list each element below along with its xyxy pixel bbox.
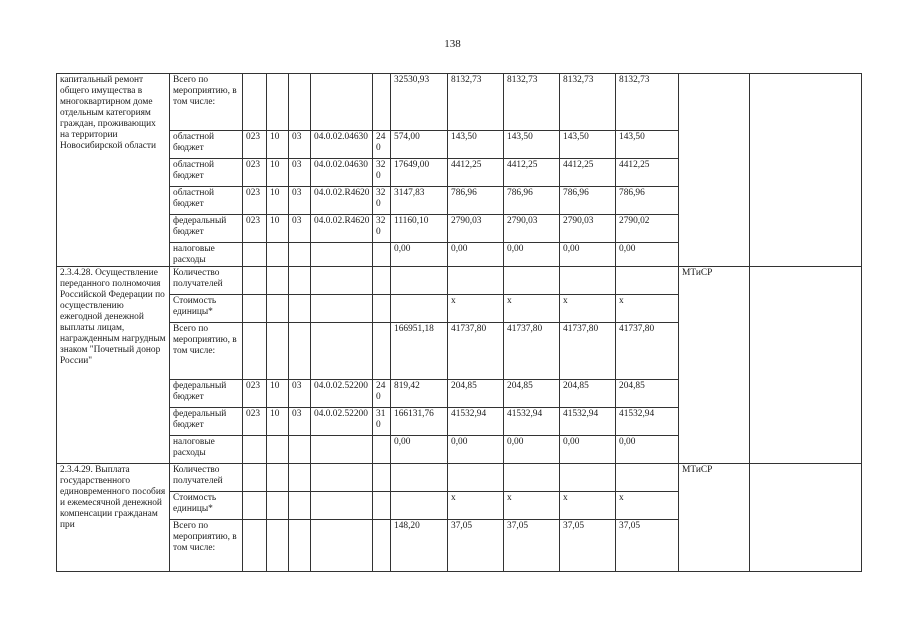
grbs-code: 023 — [243, 159, 267, 187]
year4-value: 37,05 — [616, 520, 679, 572]
csr-code — [311, 295, 373, 323]
total-value — [391, 464, 448, 492]
vr-code: 240 — [373, 131, 391, 159]
year2-value: x — [504, 492, 560, 520]
year3-value: 204,85 — [560, 380, 616, 408]
year1-value: x — [448, 492, 504, 520]
csr-code — [311, 74, 373, 131]
row-label: Всего по мероприятию, в том числе: — [170, 74, 243, 131]
table-row — [57, 464, 862, 492]
year3-value — [560, 464, 616, 492]
csr-code: 04.0.02.52200 — [311, 408, 373, 436]
year1-value: 2790,03 — [448, 215, 504, 243]
total-value: 0,00 — [391, 436, 448, 464]
vr-code — [373, 492, 391, 520]
row-label: Всего по мероприятию, в том числе: — [170, 520, 243, 572]
year4-value — [616, 267, 679, 295]
year2-value: 786,96 — [504, 187, 560, 215]
grbs-code — [243, 520, 267, 572]
year1-value — [448, 267, 504, 295]
year1-value: 204,85 — [448, 380, 504, 408]
rz-code — [267, 74, 289, 131]
year3-value — [560, 267, 616, 295]
year3-value: 41737,80 — [560, 323, 616, 380]
vr-code — [373, 74, 391, 131]
year4-value: 0,00 — [616, 243, 679, 267]
csr-code: 04.0.02.52200 — [311, 380, 373, 408]
notes-cell — [750, 267, 862, 464]
total-value: 11160,10 — [391, 215, 448, 243]
pr-code — [289, 436, 311, 464]
pr-code — [289, 464, 311, 492]
executor-cell — [679, 74, 750, 267]
grbs-code — [243, 74, 267, 131]
measure-description: 2.3.4.29. Выплата государственного единовременного пособия и ежемесячной денежной компенсации гражданам при — [57, 464, 170, 572]
executor-cell: МТиСР — [679, 267, 750, 464]
vr-code — [373, 243, 391, 267]
vr-code: 320 — [373, 159, 391, 187]
vr-code — [373, 436, 391, 464]
csr-code — [311, 464, 373, 492]
year2-value — [504, 267, 560, 295]
vr-code: 310 — [373, 408, 391, 436]
vr-code — [373, 520, 391, 572]
rz-code — [267, 267, 289, 295]
total-value: 3147,83 — [391, 187, 448, 215]
pr-code — [289, 243, 311, 267]
year1-value: 37,05 — [448, 520, 504, 572]
csr-code — [311, 520, 373, 572]
year2-value: 204,85 — [504, 380, 560, 408]
year1-value: 4412,25 — [448, 159, 504, 187]
vr-code — [373, 295, 391, 323]
vr-code — [373, 267, 391, 295]
pr-code — [289, 492, 311, 520]
year3-value: 0,00 — [560, 436, 616, 464]
vr-code: 320 — [373, 215, 391, 243]
year2-value: 4412,25 — [504, 159, 560, 187]
year2-value — [504, 464, 560, 492]
row-label: областной бюджет — [170, 187, 243, 215]
pr-code — [289, 520, 311, 572]
rz-code — [267, 323, 289, 380]
vr-code — [373, 464, 391, 492]
row-label: федеральный бюджет — [170, 380, 243, 408]
pr-code: 03 — [289, 159, 311, 187]
total-value: 148,20 — [391, 520, 448, 572]
year4-value: 143,50 — [616, 131, 679, 159]
table-row — [57, 74, 862, 131]
rz-code — [267, 436, 289, 464]
total-value: 166951,18 — [391, 323, 448, 380]
grbs-code: 023 — [243, 187, 267, 215]
rz-code: 10 — [267, 408, 289, 436]
rz-code — [267, 520, 289, 572]
vr-code: 320 — [373, 187, 391, 215]
year2-value: 41532,94 — [504, 408, 560, 436]
page-number: 138 — [444, 38, 461, 50]
grbs-code — [243, 464, 267, 492]
notes-cell — [750, 74, 862, 267]
csr-code: 04.0.02.04630 — [311, 131, 373, 159]
year3-value: 8132,73 — [560, 74, 616, 131]
grbs-code: 023 — [243, 380, 267, 408]
year4-value: x — [616, 492, 679, 520]
grbs-code — [243, 295, 267, 323]
rz-code — [267, 492, 289, 520]
year2-value: 2790,03 — [504, 215, 560, 243]
year3-value: 37,05 — [560, 520, 616, 572]
year1-value: 143,50 — [448, 131, 504, 159]
csr-code: 04.0.02.R4620 — [311, 187, 373, 215]
pr-code: 03 — [289, 380, 311, 408]
year3-value: 0,00 — [560, 243, 616, 267]
year1-value: 41737,80 — [448, 323, 504, 380]
row-label: налоговые расходы — [170, 243, 243, 267]
year4-value: 0,00 — [616, 436, 679, 464]
year4-value — [616, 464, 679, 492]
row-label: Количество получателей — [170, 267, 243, 295]
rz-code — [267, 464, 289, 492]
pr-code — [289, 295, 311, 323]
year3-value: 143,50 — [560, 131, 616, 159]
grbs-code — [243, 267, 267, 295]
grbs-code: 023 — [243, 215, 267, 243]
csr-code — [311, 323, 373, 380]
total-value: 166131,76 — [391, 408, 448, 436]
year4-value: 41737,80 — [616, 323, 679, 380]
rz-code — [267, 243, 289, 267]
row-label: Стоимость единицы* — [170, 295, 243, 323]
rz-code — [267, 295, 289, 323]
row-label: Стоимость единицы* — [170, 492, 243, 520]
vr-code: 240 — [373, 380, 391, 408]
year3-value: 4412,25 — [560, 159, 616, 187]
notes-cell — [750, 464, 862, 572]
executor-cell: МТиСР — [679, 464, 750, 572]
year1-value: 0,00 — [448, 436, 504, 464]
grbs-code: 023 — [243, 408, 267, 436]
grbs-code: 023 — [243, 131, 267, 159]
budget-table — [56, 73, 862, 572]
row-label: Всего по мероприятию, в том числе: — [170, 323, 243, 380]
year2-value: 8132,73 — [504, 74, 560, 131]
grbs-code — [243, 323, 267, 380]
table-row — [57, 267, 862, 295]
year4-value: 786,96 — [616, 187, 679, 215]
year4-value: 204,85 — [616, 380, 679, 408]
row-label: областной бюджет — [170, 131, 243, 159]
csr-code — [311, 243, 373, 267]
total-value: 0,00 — [391, 243, 448, 267]
year1-value — [448, 464, 504, 492]
pr-code — [289, 74, 311, 131]
total-value: 17649,00 — [391, 159, 448, 187]
year2-value: 143,50 — [504, 131, 560, 159]
rz-code: 10 — [267, 131, 289, 159]
csr-code — [311, 436, 373, 464]
total-value — [391, 295, 448, 323]
year3-value: 786,96 — [560, 187, 616, 215]
total-value: 32530,93 — [391, 74, 448, 131]
row-label: налоговые расходы — [170, 436, 243, 464]
year2-value: x — [504, 295, 560, 323]
csr-code: 04.0.02.04630 — [311, 159, 373, 187]
year1-value: x — [448, 295, 504, 323]
year2-value: 0,00 — [504, 436, 560, 464]
grbs-code — [243, 243, 267, 267]
pr-code: 03 — [289, 408, 311, 436]
row-label: федеральный бюджет — [170, 408, 243, 436]
rz-code: 10 — [267, 380, 289, 408]
year1-value: 41532,94 — [448, 408, 504, 436]
measure-description: капитальный ремонт общего имущества в многоквартирном доме отдельным категориям граждан, проживающих на территории Новосибирской области — [57, 74, 170, 267]
year1-value: 786,96 — [448, 187, 504, 215]
total-value — [391, 492, 448, 520]
total-value: 819,42 — [391, 380, 448, 408]
year2-value: 41737,80 — [504, 323, 560, 380]
measure-description: 2.3.4.28. Осуществление переданного полномочия Российской Федерации по осуществлению ежегодной денежной выплаты лицам, награжденным нагрудным знаком "Почетный донор России" — [57, 267, 170, 464]
year2-value: 0,00 — [504, 243, 560, 267]
csr-code: 04.0.02.R4620 — [311, 215, 373, 243]
year4-value: x — [616, 295, 679, 323]
grbs-code — [243, 492, 267, 520]
total-value — [391, 267, 448, 295]
year2-value: 37,05 — [504, 520, 560, 572]
year3-value: 2790,03 — [560, 215, 616, 243]
year1-value: 8132,73 — [448, 74, 504, 131]
year3-value: 41532,94 — [560, 408, 616, 436]
year3-value: x — [560, 295, 616, 323]
row-label: федеральный бюджет — [170, 215, 243, 243]
vr-code — [373, 323, 391, 380]
row-label: Количество получателей — [170, 464, 243, 492]
year4-value: 2790,02 — [616, 215, 679, 243]
pr-code: 03 — [289, 215, 311, 243]
csr-code — [311, 492, 373, 520]
year4-value: 4412,25 — [616, 159, 679, 187]
pr-code: 03 — [289, 187, 311, 215]
year4-value: 41532,94 — [616, 408, 679, 436]
csr-code — [311, 267, 373, 295]
total-value: 574,00 — [391, 131, 448, 159]
pr-code — [289, 267, 311, 295]
row-label: областной бюджет — [170, 159, 243, 187]
year3-value: x — [560, 492, 616, 520]
year4-value: 8132,73 — [616, 74, 679, 131]
rz-code: 10 — [267, 187, 289, 215]
pr-code — [289, 323, 311, 380]
rz-code: 10 — [267, 159, 289, 187]
grbs-code — [243, 436, 267, 464]
rz-code: 10 — [267, 215, 289, 243]
pr-code: 03 — [289, 131, 311, 159]
year1-value: 0,00 — [448, 243, 504, 267]
